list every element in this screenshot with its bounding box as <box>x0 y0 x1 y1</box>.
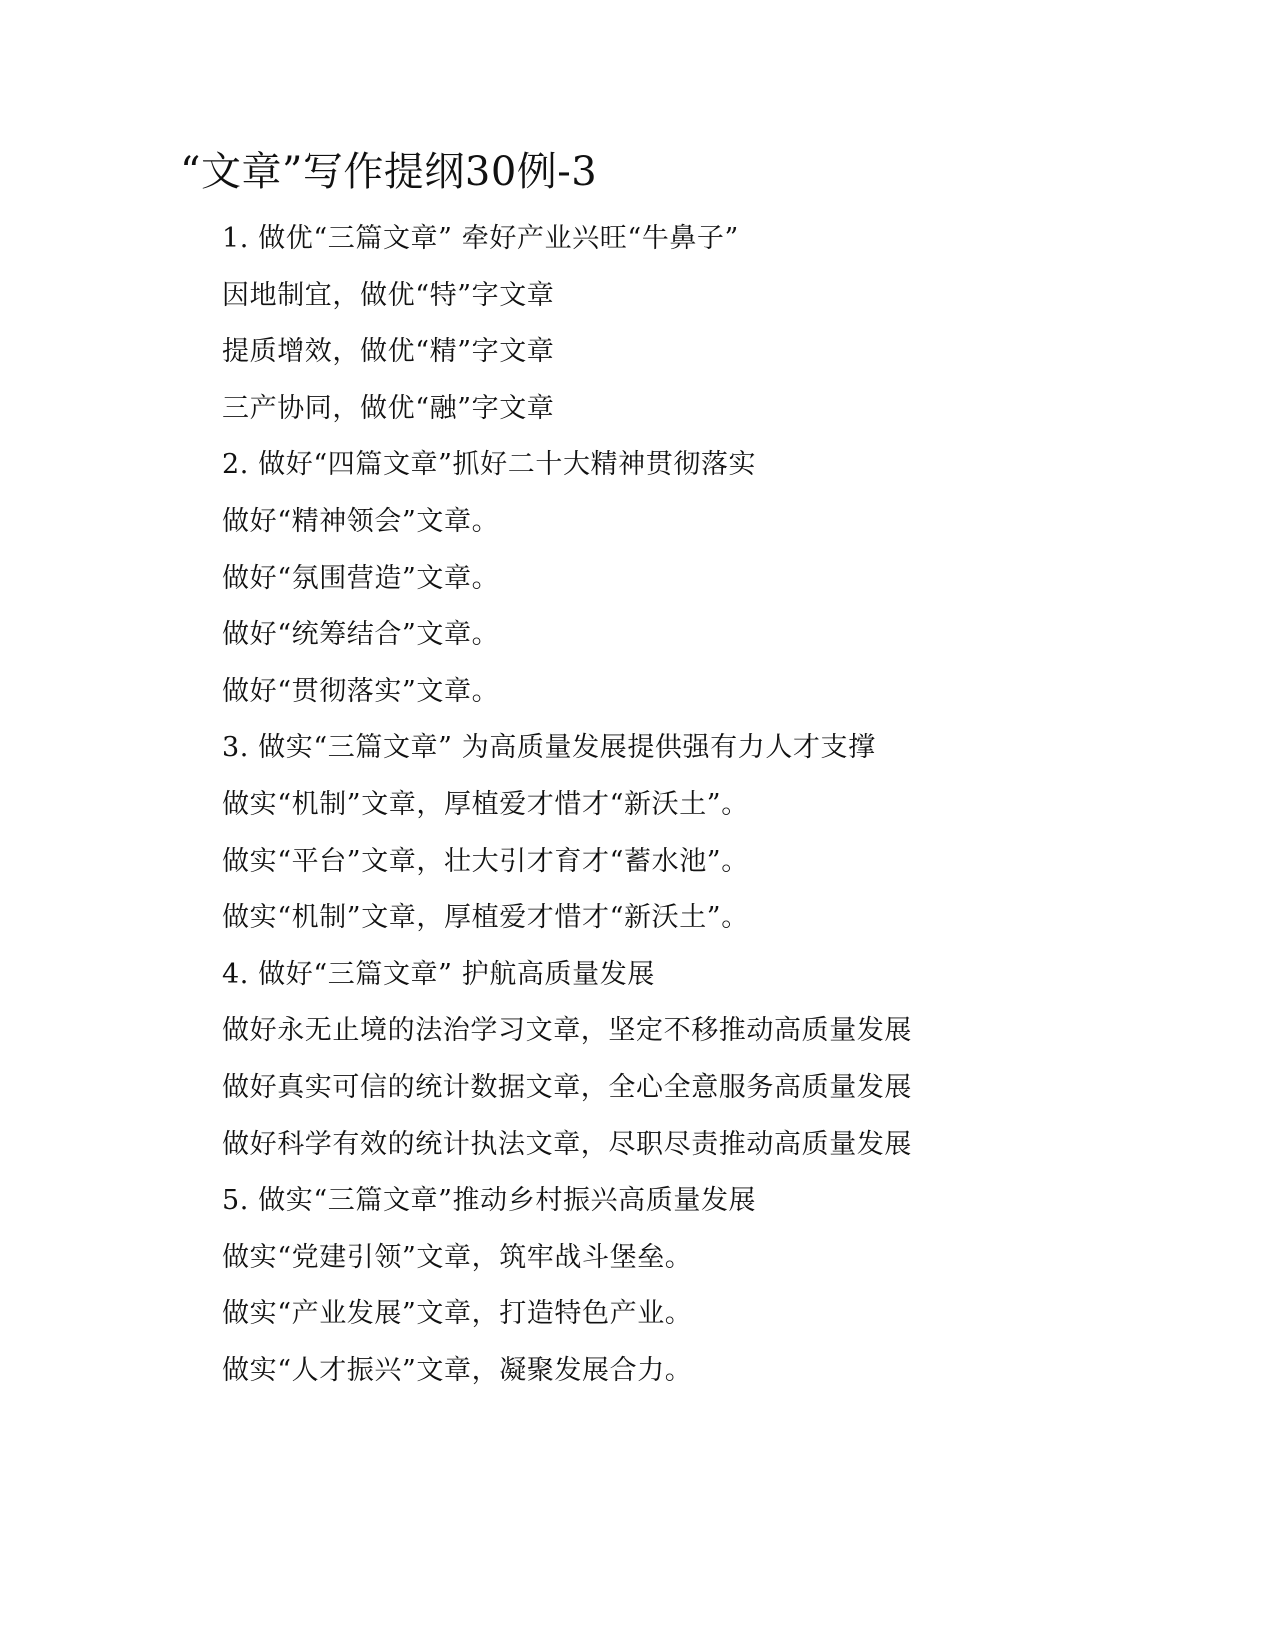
outline-line: 做好“精神领会”文章。 <box>222 505 500 537</box>
outline-line: 提质增效，做优“精”字文章 <box>222 336 555 368</box>
outline-line: 2. 做好“四篇文章”抓好二十大精神贯彻落实 <box>222 449 757 481</box>
outline-line: 4. 做好“三篇文章” 护航高质量发展 <box>222 958 655 990</box>
outline-line: 做好永无止境的法治学习文章，坚定不移推动高质量发展 <box>222 1015 912 1047</box>
outline-line: 做好科学有效的统计执法文章，尽职尽责推动高质量发展 <box>222 1128 912 1160</box>
outline-line: 做实“人才振兴”文章，凝聚发展合力。 <box>222 1354 693 1386</box>
outline-line: 5. 做实“三篇文章”推动乡村振兴高质量发展 <box>222 1185 757 1217</box>
outline-line: 做实“平台”文章，壮大引才育才“蓄水池”。 <box>222 845 749 877</box>
outline-line: 做实“党建引领”文章，筑牢战斗堡垒。 <box>222 1241 693 1273</box>
outline-line: 做好“统筹结合”文章。 <box>222 619 500 651</box>
outline-line: 做实“机制”文章，厚植爱才惜才“新沃土”。 <box>222 788 749 820</box>
outline-line: 做实“产业发展”文章，打造特色产业。 <box>222 1298 693 1330</box>
outline-line: 做好真实可信的统计数据文章，全心全意服务高质量发展 <box>222 1071 912 1103</box>
outline-line: 做好“贯彻落实”文章。 <box>222 675 500 707</box>
outline-line: 做实“机制”文章，厚植爱才惜才“新沃土”。 <box>222 902 749 934</box>
outline-line: 因地制宜，做优“特”字文章 <box>222 279 555 311</box>
outline-line: 做好“氛围营造”文章。 <box>222 562 500 594</box>
outline-line: 三产协同，做优“融”字文章 <box>222 392 555 424</box>
document-title: “文章”写作提纲30例-3 <box>180 149 598 195</box>
outline-line: 3. 做实“三篇文章” 为高质量发展提供强有力人才支撑 <box>222 732 876 764</box>
outline-list <box>222 211 912 1399</box>
outline-line: 1. 做优“三篇文章” 牵好产业兴旺“牛鼻子” <box>222 223 739 254</box>
